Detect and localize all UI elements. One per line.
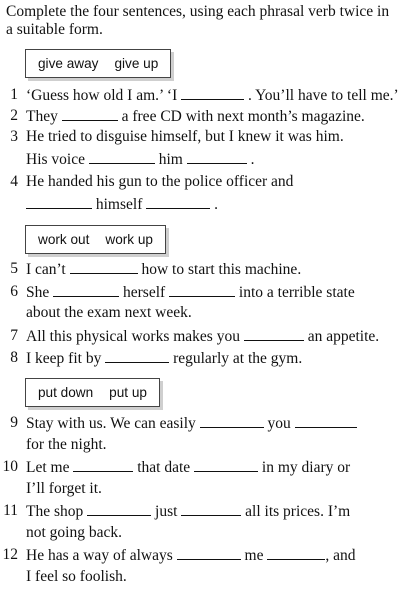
answer-blank[interactable] [177, 545, 241, 560]
answer-blank[interactable] [194, 457, 258, 472]
sentence-text: for the night. [26, 436, 107, 453]
answer-blank[interactable] [62, 106, 118, 121]
answer-blank[interactable] [146, 194, 210, 209]
answer-blank[interactable] [169, 282, 235, 297]
sentence-text: His voice [26, 151, 89, 168]
sentence-text: in my diary or [258, 459, 351, 476]
sentence-text: I feel so foolish. [26, 568, 127, 585]
sentence-text: you [263, 415, 295, 432]
answer-blank[interactable] [89, 149, 155, 164]
sentence-text: an appetite. [303, 328, 380, 345]
verb-put-up: put up [109, 385, 147, 400]
sentence-text: not going back. [26, 524, 122, 541]
sentence-text: all its prices. I’m [241, 503, 351, 520]
answer-blank[interactable] [181, 501, 241, 516]
sentence-text: He tried to disguise himself, but I knew it was him. [26, 128, 344, 145]
sentence-text: I can’t [26, 261, 70, 278]
sentence-text: just [151, 503, 182, 520]
item-number: 12 [2, 546, 18, 563]
phrasal-verb-box-work [25, 225, 166, 254]
sentence-text: regularly at the gym. [169, 350, 303, 367]
sentence-text: how to start this machine. [137, 261, 302, 278]
item-number: 7 [10, 327, 18, 344]
item-number: 11 [3, 502, 18, 519]
sentence-text: The shop [26, 503, 88, 520]
verb-put-down: put down [38, 385, 94, 400]
sentence-text: All this physical works makes you [26, 328, 244, 345]
sentence-text: . You’ll have to tell me.’ [244, 87, 399, 104]
sentence-text: . [246, 151, 255, 168]
item-number: 3 [10, 128, 18, 145]
sentence-text: I’ll forget it. [26, 480, 102, 497]
sentence-text: , and [325, 547, 356, 564]
answer-blank[interactable] [53, 282, 119, 297]
answer-blank[interactable] [70, 259, 138, 274]
item-number: 10 [2, 458, 18, 475]
item-number: 8 [10, 349, 18, 366]
item-number: 4 [10, 173, 18, 190]
sentence-text: about the exam next week. [26, 304, 192, 321]
sentence-text: Let me [26, 459, 74, 476]
sentence-text: himself [92, 196, 147, 213]
sentence-text: ‘Guess how old I am.’ ‘I [26, 87, 182, 104]
answer-blank[interactable] [105, 348, 169, 363]
sentence-text: into a terrible state [235, 284, 355, 301]
answer-blank[interactable] [181, 85, 244, 100]
sentence-text: Stay with us. We can easily [26, 415, 200, 432]
sentence-text: me [240, 547, 268, 564]
answer-blank[interactable] [295, 413, 357, 428]
verb-give-up: give up [114, 56, 159, 71]
verb-work-out: work out [38, 232, 90, 247]
sentence-text: herself [119, 284, 170, 301]
item-number: 2 [10, 107, 18, 124]
item-number: 1 [10, 86, 18, 103]
instructions: Complete the four sentences, using each phrasal verb twice in a suitable form. [6, 3, 390, 38]
verb-work-up: work up [105, 232, 153, 247]
phrasal-verb-box-give [25, 49, 171, 78]
answer-blank[interactable] [26, 194, 92, 209]
sentence-text: They [26, 108, 62, 125]
answer-blank[interactable] [87, 501, 151, 516]
answer-blank[interactable] [200, 413, 264, 428]
sentence-text: He handed his gun to the police officer and [26, 173, 294, 190]
answer-blank[interactable] [73, 457, 133, 472]
answer-blank[interactable] [267, 545, 325, 560]
sentence-text: She [26, 284, 54, 301]
verb-give-away: give away [38, 56, 99, 71]
sentence-text: that date [133, 459, 195, 476]
item-number: 6 [10, 283, 18, 300]
item-number: 5 [10, 260, 18, 277]
sentence-text: . [210, 196, 218, 213]
answer-blank[interactable] [244, 326, 304, 341]
sentence-text: him [154, 151, 187, 168]
sentence-text: He has a way of always [26, 547, 177, 564]
phrasal-verb-box-put [25, 378, 160, 407]
sentence-text: a free CD with next month’s magazine. [117, 108, 365, 125]
item-number: 9 [10, 414, 18, 431]
answer-blank[interactable] [187, 149, 247, 164]
sentence-text: I keep fit by [26, 350, 106, 367]
